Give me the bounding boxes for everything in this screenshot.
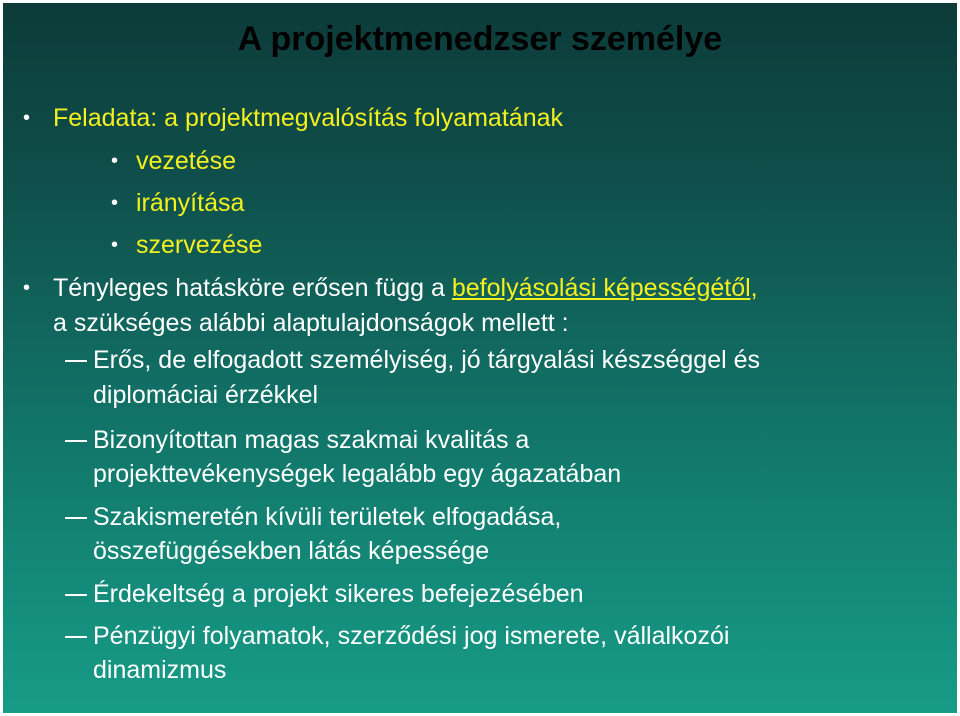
dash-item-personality: Erős, de elfogadott személyiség, jó tárgyalási készséggel és	[93, 346, 761, 374]
dash-item-finance: Pénzügyi folyamatok, szerződési jog ismerete, vállalkozói	[93, 622, 730, 650]
slide-title: A projektmenedzser személye	[237, 20, 723, 58]
bullet-authority	[53, 273, 758, 303]
bullet-task: Feladata: a projektmegvalósítás folyamatának	[53, 104, 563, 132]
sub-bullet-dot: •	[111, 234, 119, 256]
dash-item-quality-cont: projekttevékenységek legalább egy ágazatában	[93, 460, 622, 488]
dash-marker	[65, 360, 87, 362]
dash-item-personality-cont: diplomáciai érzékkel	[93, 381, 319, 409]
authority-text: Tényleges hatásköre erősen függ a	[53, 274, 452, 302]
sub-item-organize: szervezése	[136, 231, 263, 259]
sub-bullet-dot: •	[111, 150, 119, 172]
dash-marker	[65, 636, 87, 638]
dash-item-acceptance: Szakismeretén kívüli területek elfogadása,	[93, 503, 562, 531]
dash-item-interest: Érdekeltség a projekt sikeres befejezésében	[93, 580, 584, 608]
dash-marker	[65, 517, 87, 519]
sub-item-lead: vezetése	[136, 147, 237, 175]
slide	[3, 3, 957, 713]
dash-marker	[65, 440, 87, 442]
dash-marker	[65, 594, 87, 596]
dash-item-quality: Bizonyítottan magas szakmai kvalitás a	[93, 426, 530, 454]
dash-item-finance-cont: dinamizmus	[93, 656, 227, 684]
sub-bullet-dot: •	[111, 192, 119, 214]
influence-link[interactable]: befolyásolási képességétől,	[451, 274, 758, 302]
sub-item-direct: irányítása	[136, 189, 245, 217]
bullet-dot: •	[23, 277, 31, 299]
authority-continuation: a szükséges alábbi alaptulajdonságok mellett :	[53, 309, 569, 337]
bullet-dot: •	[23, 107, 31, 129]
dash-item-acceptance-cont: összefüggésekben látás képessége	[93, 537, 490, 565]
